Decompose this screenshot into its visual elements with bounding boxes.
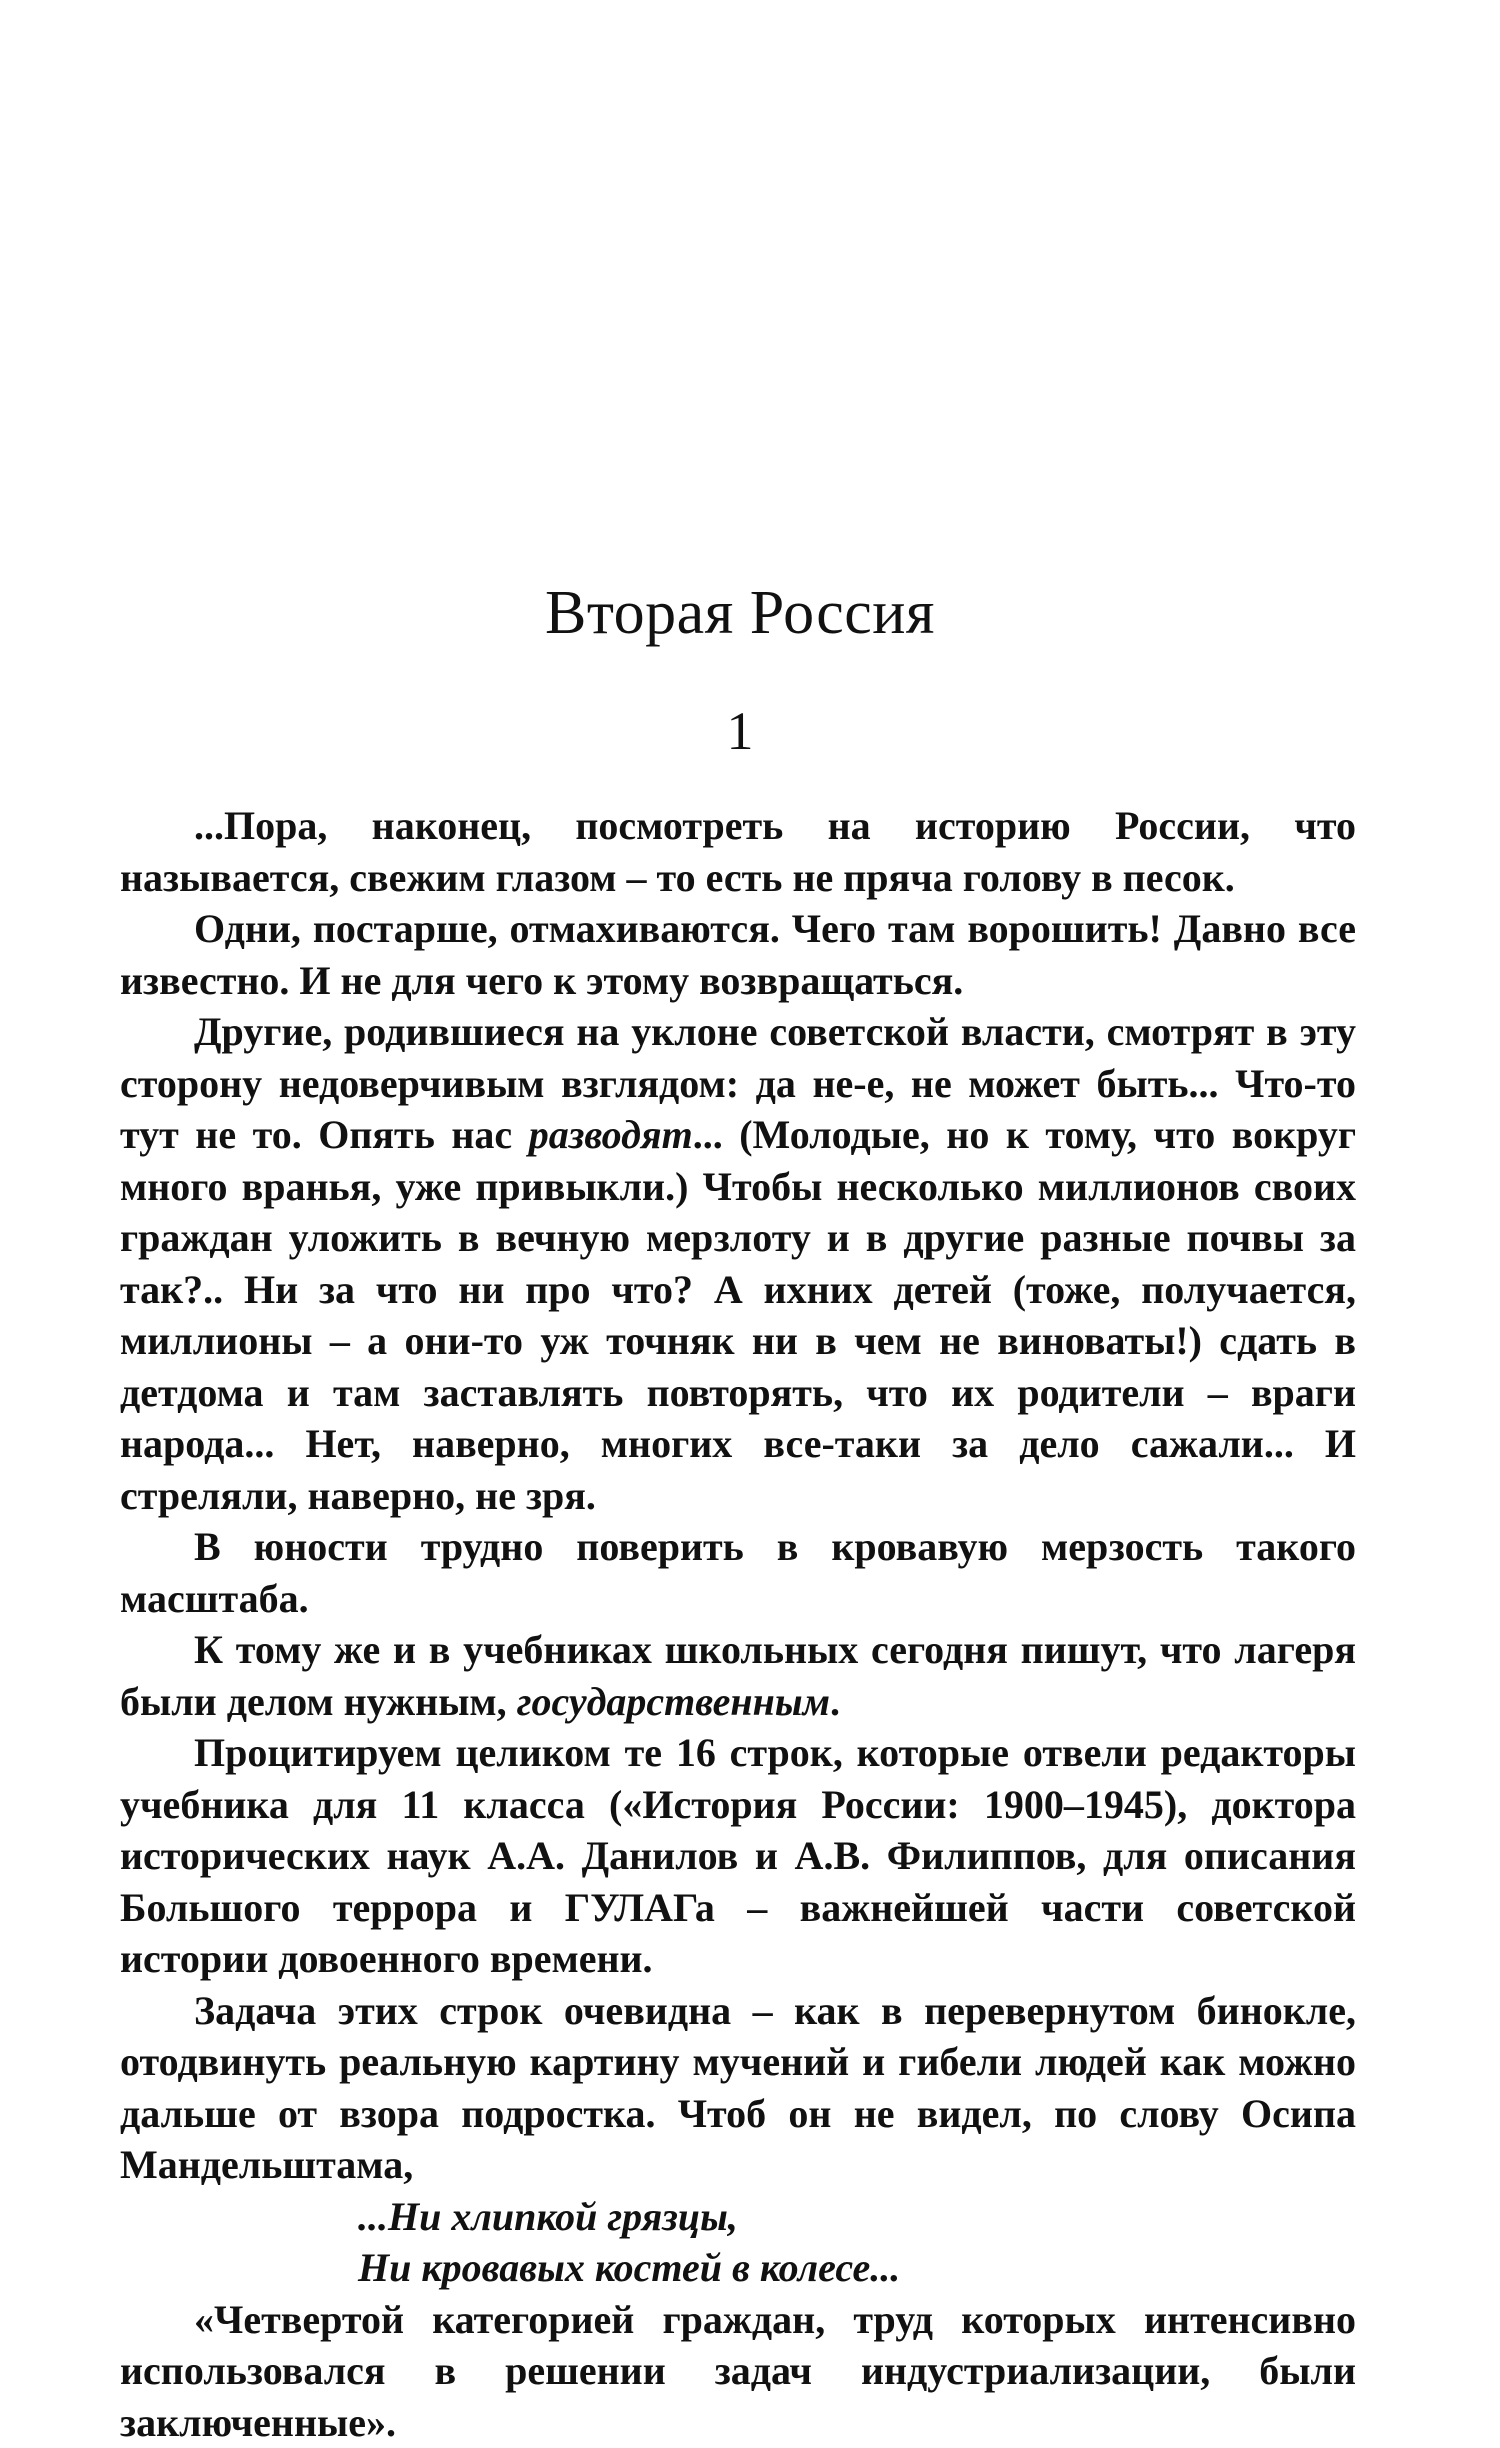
chapter-title: Вторая Россия xyxy=(0,578,1480,649)
paragraph-1: ...Пора, наконец, посмотреть на историю России, что называется, свежим глазом – то есть не пряча голову в песок. xyxy=(120,800,1356,903)
paragraph-7: Задача этих строк очевидна – как в перевернутом бинокле, отодвинуть реальную картину мучений и гибели людей как можно дальше от взора подростка. Чтоб он не видел, по слову Осипа Мандельштама, xyxy=(120,1985,1356,2191)
paragraph-8: «Четвертой категорией граждан, труд которых интенсивно использовался в решении задач индустриализации, были заключенные». xyxy=(120,2294,1356,2448)
paragraph-6: Процитируем целиком те 16 строк, которые отвели редакторы учебника для 11 класса («История России: 1900–1945), доктора исторических наук А.А. Данилов и А.В. Филиппов, для описания Большого террора и ГУЛАГа – важнейшей части советской истории довоенного времени. xyxy=(120,1727,1356,1985)
paragraph-3 xyxy=(120,1006,1356,1521)
body-text xyxy=(120,800,1356,2448)
section-number: 1 xyxy=(0,700,1480,762)
paragraph-4: В юности трудно поверить в кровавую мерзость такого масштаба. xyxy=(120,1521,1356,1624)
paragraph-3-text-b: ... (Молодые, но к тому, что вокруг много вранья, уже привыкли.) Чтобы несколько миллионов своих граждан уложить в вечную мерзлоту и в другие разные почвы за так?.. Ни за что ни про что? А ихних детей (тоже, получается, миллионы – а они-то уж точняк ни в чем не виноваты!) сдать в детдома и там заставлять повторять, что их родители – враги народа... Нет, наверно, многих все-таки за дело сажали... И стреляли, наверно, не зря. xyxy=(120,1112,1356,1518)
paragraph-5 xyxy=(120,1624,1356,1727)
paragraph-2: Одни, постарше, отмахиваются. Чего там ворошить! Давно все известно. И не для чего к этому возвращаться. xyxy=(120,903,1356,1006)
paragraph-5-text-b: . xyxy=(830,1679,840,1724)
paragraph-5-text-a: К тому же и в учебниках школьных сегодня пишут, что лагеря были делом нужным, xyxy=(120,1627,1356,1724)
paragraph-3-text-a: Другие, родившиеся на уклоне советской власти, смотрят в эту сторону недоверчивым взглядом: да не-е, не может быть... Что-то тут не то. Опять нас xyxy=(120,1009,1356,1157)
paragraph-5-emphasis: государственным xyxy=(517,1679,830,1724)
paragraph-3-emphasis: разводят xyxy=(529,1112,693,1157)
verse-line-2: Ни кровавых костей в колесе... xyxy=(358,2242,1356,2294)
verse-line-1: ...Ни хлипкой грязцы, xyxy=(358,2191,1356,2243)
verse-quote xyxy=(120,2191,1356,2294)
